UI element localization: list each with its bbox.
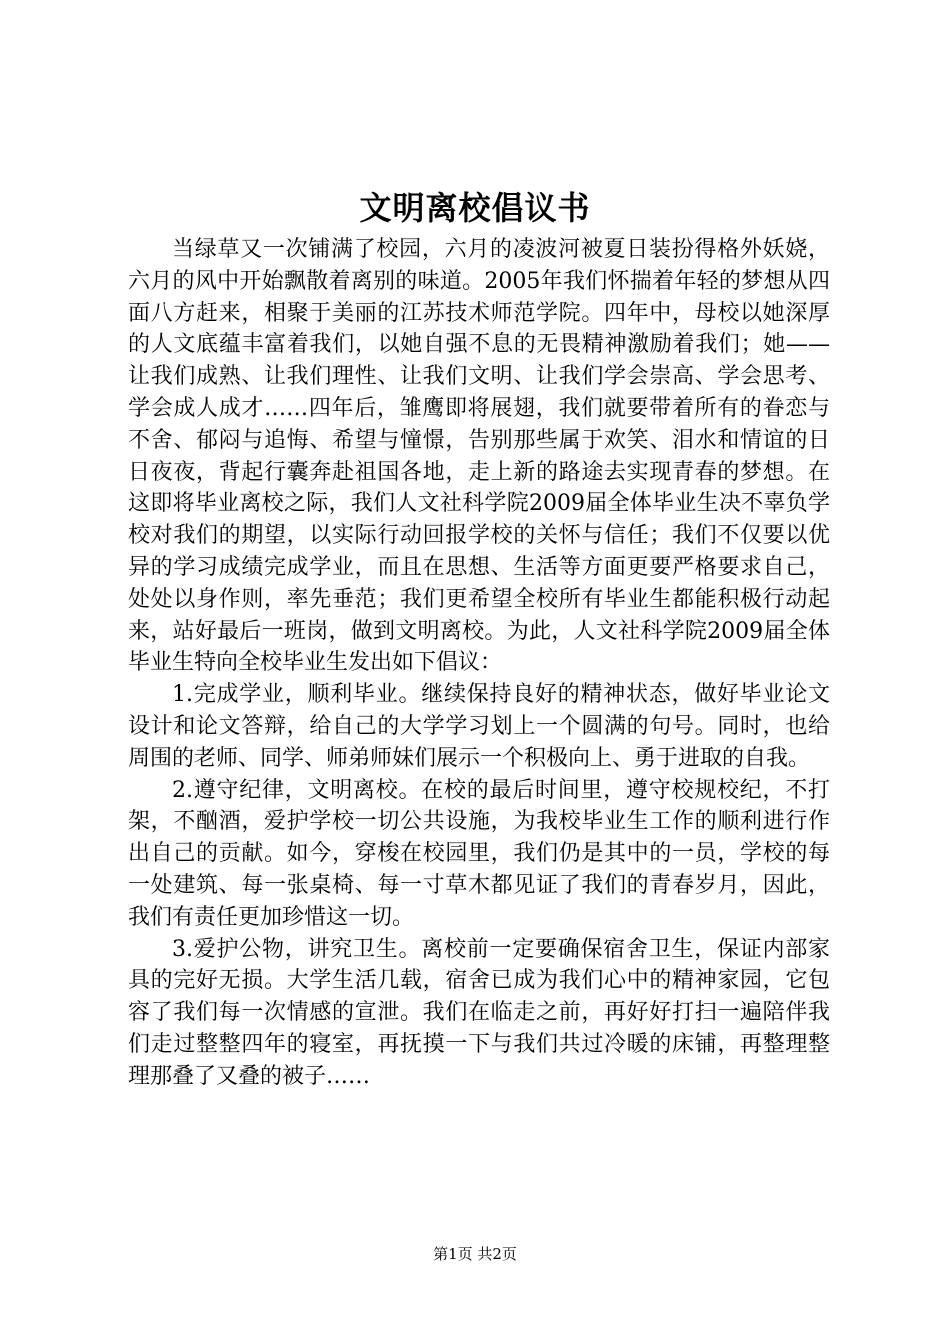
document-body	[128, 234, 830, 1093]
page-number-footer: 第1页 共2页	[433, 1245, 517, 1263]
proposal-item-3: 3.爱护公物，讲究卫生。离校前一定要确保宿舍卫生，保证内部家具的完好无损。大学生活几载，宿舍已成为我们心中的精神家园，它包容了我们每一次情感的宣泄。我们在临走之前，再好好打扫一遍陪伴我们走过整整四年的寝室，再抚摸一下与我们共过冷暖的床铺，再整理整理那叠了又叠的被子……	[128, 936, 830, 1089]
proposal-item-1: 1.完成学业，顺利毕业。继续保持良好的精神状态，做好毕业论文设计和论文答辩，给自己的大学学习划上一个圆满的句号。同时，也给周围的老师、同学、师弟师妹们展示一个积极向上、勇于进取的自我。	[128, 682, 830, 771]
proposal-item-2: 2.遵守纪律，文明离校。在校的最后时间里，遵守校规校纪，不打架，不酗酒，爱护学校一切公共设施，为我校毕业生工作的顺利进行作出自己的贡献。如今，穿梭在校园里，我们仍是其中的一员，学校的每一处建筑、每一张桌椅、每一寸草木都见证了我们的青春岁月，因此，我们有责任更加珍惜这一切。	[128, 777, 830, 930]
intro-paragraph: 当绿草又一次铺满了校园，六月的凌波河被夏日装扮得格外妖娆，六月的风中开始飘散着离别的味道。2005年我们怀揣着年轻的梦想从四面八方赶来，相聚于美丽的江苏技术师范学院。四年中，母校以她深厚的人文底蕴丰富着我们，以她自强不息的无畏精神激励着我们；她——让我们成熟、让我们理性、让我们文明、让我们学会崇高、学会思考、学会成人成才……四年后，雏鹰即将展翅，我们就要带着所有的眷恋与不舍、郁闷与追悔、希望与憧憬，告别那些属于欢笑、泪水和情谊的日日夜夜，背起行囊奔赴祖国各地，走上新的路途去实现青春的梦想。在这即将毕业离校之际，我们人文社科学院2009届全体毕业生决不辜负学校对我们的期望，以实际行动回报学校的关怀与信任；我们不仅要以优异的学习成绩完成学业，而且在思想、生活等方面更要严格要求自己，处处以身作则，率先垂范；我们更希望全校所有毕业生都能积极行动起来，站好最后一班岗，做到文明离校。为此，人文社科学院2009届全体毕业生特向全校毕业生发出如下倡议：	[128, 237, 830, 676]
document-title: 文明离校倡议书	[359, 189, 591, 227]
